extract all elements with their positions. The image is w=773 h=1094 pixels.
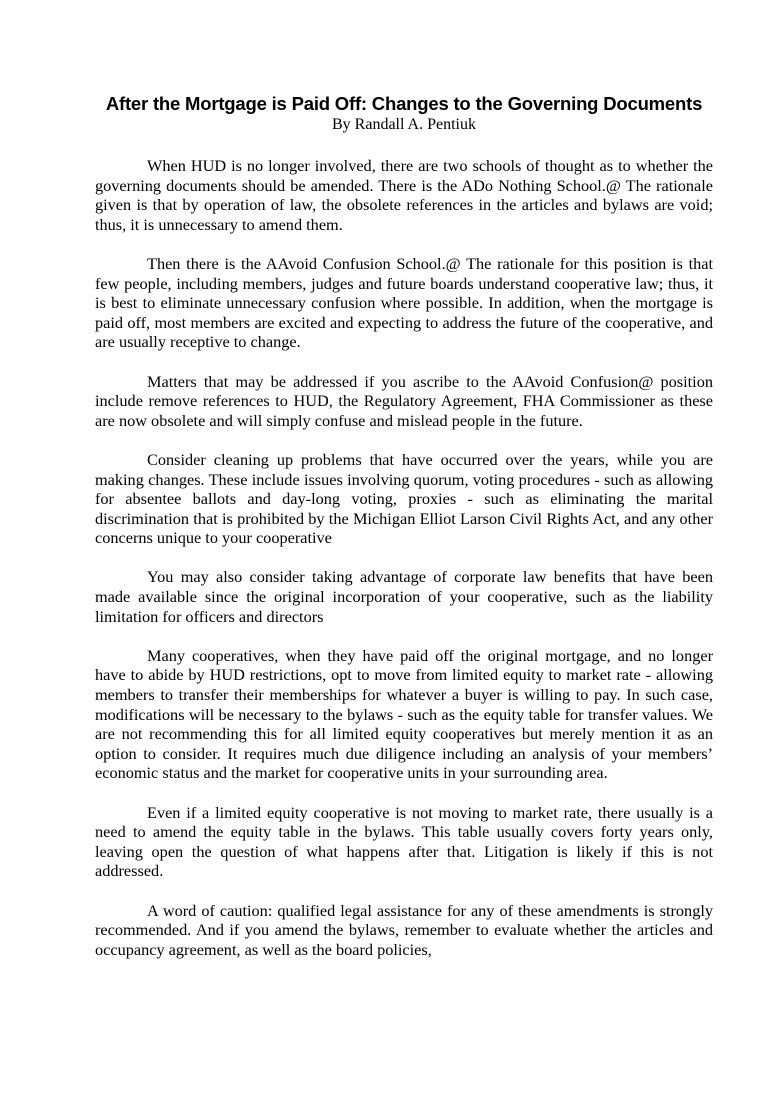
paragraph-cleaning-up-problems: Consider cleaning up problems that have occurred over the years, while you are making changes. These include issues involving quorum, voting procedures - such as allowing for absentee ballots and day-long voting, proxies - such as eliminating the marital discrimination that is prohibited by the Michigan Elliot Larson Civil Rights Act, and any other concerns unique to your cooperative [95,449,713,548]
paragraph-matters-addressed: Matters that may be addressed if you ascribe to the AAvoid Confusion@ position include remove references to HUD, the Regulatory Agreement, FHA Commissioner as these are now obsolete and will simply confuse and mislead people in the future. [95,371,713,430]
paragraph-do-nothing-school: When HUD is no longer involved, there are two schools of thought as to whether the governing documents should be amended. There is the ADo Nothing School.@ The rationale given is that by operation of law, the obsolete references in the articles and bylaws are void; thus, it is unnecessary to amend them. [95,156,713,234]
paragraph-corporate-law-benefits: You may also consider taking advantage of corporate law benefits that have been made available since the original incorporation of your cooperative, such as the liability limitation for officers and directors [95,567,713,626]
paragraph-avoid-confusion-school: Then there is the AAvoid Confusion School.@ The rationale for this position is that few people, including members, judges and future boards understand cooperative law; thus, it is best to eliminate unnecessary confusion where possible. In addition, when the mortgage is paid off, most members are excited and expecting to address the future of the cooperative, and are usually receptive to change. [95,253,713,352]
document-page [95,93,713,959]
paragraph-word-of-caution: A word of caution: qualified legal assistance for any of these amendments is strongly recommended. And if you amend the bylaws, remember to evaluate whether the articles and occupancy agreement, as well as the board policies, [95,900,713,959]
paragraph-equity-table: Even if a limited equity cooperative is not moving to market rate, there usually is a need to amend the equity table in the bylaws. This table usually covers forty years only, leaving open the question of what happens after that. Litigation is likely if this is not addressed. [95,802,713,881]
paragraph-market-rate: Many cooperatives, when they have paid off the original mortgage, and no longer have to abide by HUD restrictions, opt to move from limited equity to market rate - allowing members to transfer their memberships for whatever a buyer is willing to pay. In such case, modifications will be necessary to the bylaws - such as the equity table for transfer values. We are not recommending this for all limited equity cooperatives but merely mention it as an option to consider. It requires much due diligence including an analysis of your members’ economic status and the market for cooperative units in your surrounding area. [95,645,713,783]
document-title: After the Mortgage is Paid Off: Changes to the Governing Documents [105,93,703,114]
author-byline: By Randall A. Pentiuk [332,116,476,133]
